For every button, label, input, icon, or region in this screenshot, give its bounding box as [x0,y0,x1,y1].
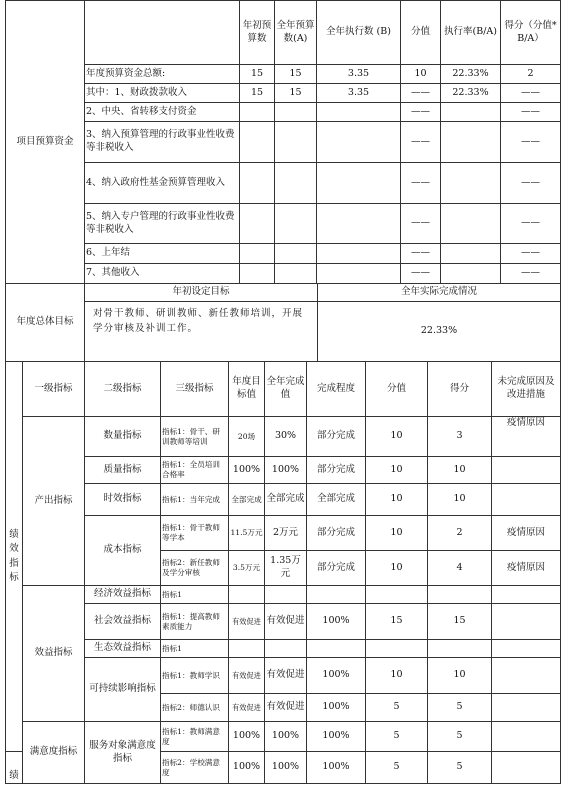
table-row [6,457,561,484]
budget-score: 2 [501,65,561,84]
indicator-text: 指标1：提高教师素质能力 [161,604,229,640]
actual-value: 有效促进 [265,658,307,694]
budget-adjusted [275,163,317,204]
budget-exec-rate: 22.33% [441,65,501,84]
table-row [6,658,561,694]
budget-executed [317,204,401,244]
budget-row [6,244,561,264]
header-executed: 全年执行数 (B) [317,1,401,65]
table-row [6,417,561,457]
budget-score: —— [501,122,561,163]
budget-initial: 15 [240,65,275,84]
score: 2 [428,516,492,551]
completion-value: 部分完成 [307,417,366,457]
social-indicator-label: 社会效益指标 [85,604,161,640]
budget-adjusted [275,204,317,244]
table-row [6,516,561,551]
actual-value: 100% [265,457,307,484]
reason [492,640,561,658]
score: 4 [428,551,492,586]
budget-score: —— [501,163,561,204]
completion-value: 100% [307,752,366,784]
target-value [229,640,265,658]
budget-row [6,163,561,204]
score: 10 [428,484,492,516]
budget-score: —— [501,204,561,244]
indicator-text: 指标1：骨干教师等学本 [161,516,229,551]
goals-initial-text: 对骨干教师、研训教师、新任教师培训，开展学分审核及补训工作。 [85,302,318,362]
header-score: 得分（分值*B/A） [501,1,561,65]
indicator-text: 指标1：教师学识 [161,658,229,694]
score-value: 10 [366,516,428,551]
reason [492,694,561,722]
goals-initial-header: 年初设定目标 [85,284,318,302]
budget-adjusted: 15 [275,65,317,84]
budget-exec-rate [441,122,501,163]
score: 5 [428,722,492,752]
budget-exec-rate [441,264,501,284]
score-value: 15 [366,604,428,640]
indicator-text: 指标2：新任教师及学分审核 [161,551,229,586]
score-value: 5 [366,752,428,784]
header-initial-budget: 年初预算数 [240,1,275,65]
budget-row [6,204,561,244]
reason [492,658,561,694]
reason: 疫情原因 [492,516,561,551]
score-value [366,640,428,658]
budget-row-label: 2、中央、省转移支付资金 [85,103,240,122]
budget-executed [317,103,401,122]
actual-value: 有效促进 [265,604,307,640]
satisfaction-indicator-label: 满意度指标 [23,722,85,784]
table-row [6,604,561,640]
budget-executed [317,163,401,204]
budget-score-value: —— [401,163,441,204]
budget-initial [240,204,275,244]
reason [492,604,561,640]
budget-score-value: —— [401,264,441,284]
score: 5 [428,752,492,784]
target-value: 20场 [229,417,265,457]
score-value: 10 [366,457,428,484]
goals-section-label: 年度总体目标 [6,284,85,362]
header-level1: 一级指标 [23,362,85,417]
budget-score: —— [501,244,561,264]
performance-table [5,361,561,784]
indicator-text: 指标1：骨干、研训教师等培训 [161,417,229,457]
cost-indicator-label: 成本指标 [85,516,161,586]
budget-row-label: 6、上年结 [85,244,240,264]
budget-score-value: 10 [401,65,441,84]
completion-value [307,640,366,658]
actual-value [265,586,307,604]
indicator-text: 指标2：学校满意度 [161,752,229,784]
budget-score-value: —— [401,204,441,244]
target-value: 100% [229,722,265,752]
header-target: 年度目标值 [229,362,265,417]
table-row [6,640,561,658]
header-level3: 三级指标 [161,362,229,417]
budget-initial: 15 [240,84,275,103]
completion-value: 100% [307,722,366,752]
budget-section-label: 项目预算资金 [6,1,85,284]
budget-initial [240,122,275,163]
budget-table [5,0,561,284]
sustainable-indicator-label: 可持续影响指标 [85,658,161,722]
score-value: 10 [366,484,428,516]
indicator-text: 指标1 [161,640,229,658]
budget-exec-rate [441,103,501,122]
table-row [6,586,561,604]
budget-row [6,264,561,284]
reason [492,457,561,484]
ecological-indicator-label: 生态效益指标 [85,640,161,658]
goals-actual-header: 全年实际完成情况 [318,284,561,302]
target-value [229,586,265,604]
score [428,640,492,658]
budget-adjusted [275,103,317,122]
quality-indicator-label: 质量指标 [85,457,161,484]
indicator-text: 指标1：当年完成 [161,484,229,516]
budget-header-blank [85,1,240,65]
perf-side-label: 绩效指标 [6,362,23,752]
completion-value [307,586,366,604]
budget-score: —— [501,264,561,284]
target-value: 有效促进 [229,604,265,640]
budget-score-value: —— [401,244,441,264]
header-adjusted-budget: 全年预算数(A) [275,1,317,65]
completion-value: 部分完成 [307,551,366,586]
score-value: 5 [366,722,428,752]
quantity-indicator-label: 数量指标 [85,417,161,457]
budget-adjusted [275,244,317,264]
service-satisfaction-label: 服务对象满意度指标 [85,722,161,784]
budget-score-value: —— [401,122,441,163]
header-score-value: 分值 [401,1,441,65]
benefit-indicator-label: 效益指标 [23,586,85,722]
target-value: 有效促进 [229,658,265,694]
score-value: 10 [366,658,428,694]
completion-value: 部分完成 [307,516,366,551]
budget-adjusted: 15 [275,84,317,103]
budget-adjusted [275,264,317,284]
budget-initial [240,103,275,122]
score [428,586,492,604]
budget-initial [240,264,275,284]
reason [492,752,561,784]
timeliness-indicator-label: 时效指标 [85,484,161,516]
header-perf-score-value: 分值 [366,362,428,417]
target-value: 11.5万元 [229,516,265,551]
completion-value: 全部完成 [307,484,366,516]
budget-row [6,122,561,163]
budget-row-label: 7、其他收入 [85,264,240,284]
budget-row-label: 3、纳入预算管理的行政事业性收费等非税收入 [85,122,240,163]
score: 3 [428,417,492,457]
indicator-text: 指标1：教师满意度 [161,722,229,752]
budget-executed [317,244,401,264]
budget-executed: 3.35 [317,65,401,84]
perf-side-label-bottom: 绩 [6,752,23,784]
budget-score: —— [501,84,561,103]
actual-value: 30% [265,417,307,457]
goals-actual-text: 22.33% [318,302,561,362]
budget-score-value: —— [401,84,441,103]
header-actual: 全年完成值 [265,362,307,417]
target-value: 3.5万元 [229,551,265,586]
budget-row-label: 4、纳入政府性基金预算管理收入 [85,163,240,204]
budget-adjusted [275,122,317,163]
budget-score-value: —— [401,103,441,122]
completion-value: 100% [307,658,366,694]
budget-exec-rate [441,204,501,244]
budget-initial [240,244,275,264]
completion-value: 100% [307,694,366,722]
actual-value: 100% [265,722,307,752]
indicator-text: 指标1：全员培训合格率 [161,457,229,484]
completion-value: 100% [307,604,366,640]
budget-row-label: 其中：1、财政拨款收入 [85,84,240,103]
actual-value [265,640,307,658]
target-value: 有效促进 [229,694,265,722]
budget-executed [317,264,401,284]
budget-row [6,65,561,84]
budget-executed [317,122,401,163]
indicator-text: 指标2：师德认识 [161,694,229,722]
target-value: 全部完成 [229,484,265,516]
reason: 疫情原因 [492,551,561,586]
score-value: 5 [366,694,428,722]
table-row [6,722,561,752]
budget-initial [240,163,275,204]
target-value: 100% [229,457,265,484]
header-level2: 二级指标 [85,362,161,417]
budget-row [6,103,561,122]
target-value: 100% [229,752,265,784]
reason: 疫情原因 [492,417,561,457]
score: 15 [428,604,492,640]
score-value: 10 [366,417,428,457]
actual-value: 1.35万元 [265,551,307,586]
header-perf-score: 得分 [428,362,492,417]
actual-value: 全部完成 [265,484,307,516]
score: 10 [428,658,492,694]
header-reason: 未完成原因及改进措施 [492,362,561,417]
actual-value: 2万元 [265,516,307,551]
actual-value: 有效促进 [265,694,307,722]
actual-value: 100% [265,752,307,784]
reason [492,586,561,604]
reason [492,722,561,752]
budget-exec-rate: 22.33% [441,84,501,103]
budget-row-label: 年度预算资金总额: [85,65,240,84]
budget-executed: 3.35 [317,84,401,103]
economic-indicator-label: 经济效益指标 [85,586,161,604]
goals-table [5,283,561,362]
reason [492,484,561,516]
score: 10 [428,457,492,484]
indicator-text: 指标1 [161,586,229,604]
budget-row [6,84,561,103]
header-exec-rate: 执行率(B/A) [441,1,501,65]
output-indicator-label: 产出指标 [23,417,85,586]
budget-exec-rate [441,163,501,204]
header-completion: 完成程度 [307,362,366,417]
completion-value: 部分完成 [307,457,366,484]
score-value: 10 [366,551,428,586]
score-value [366,586,428,604]
score: 5 [428,694,492,722]
budget-exec-rate [441,244,501,264]
table-row [6,484,561,516]
budget-row-label: 5、纳入专户管理的行政事业性收费等非税收入 [85,204,240,244]
budget-score: —— [501,103,561,122]
